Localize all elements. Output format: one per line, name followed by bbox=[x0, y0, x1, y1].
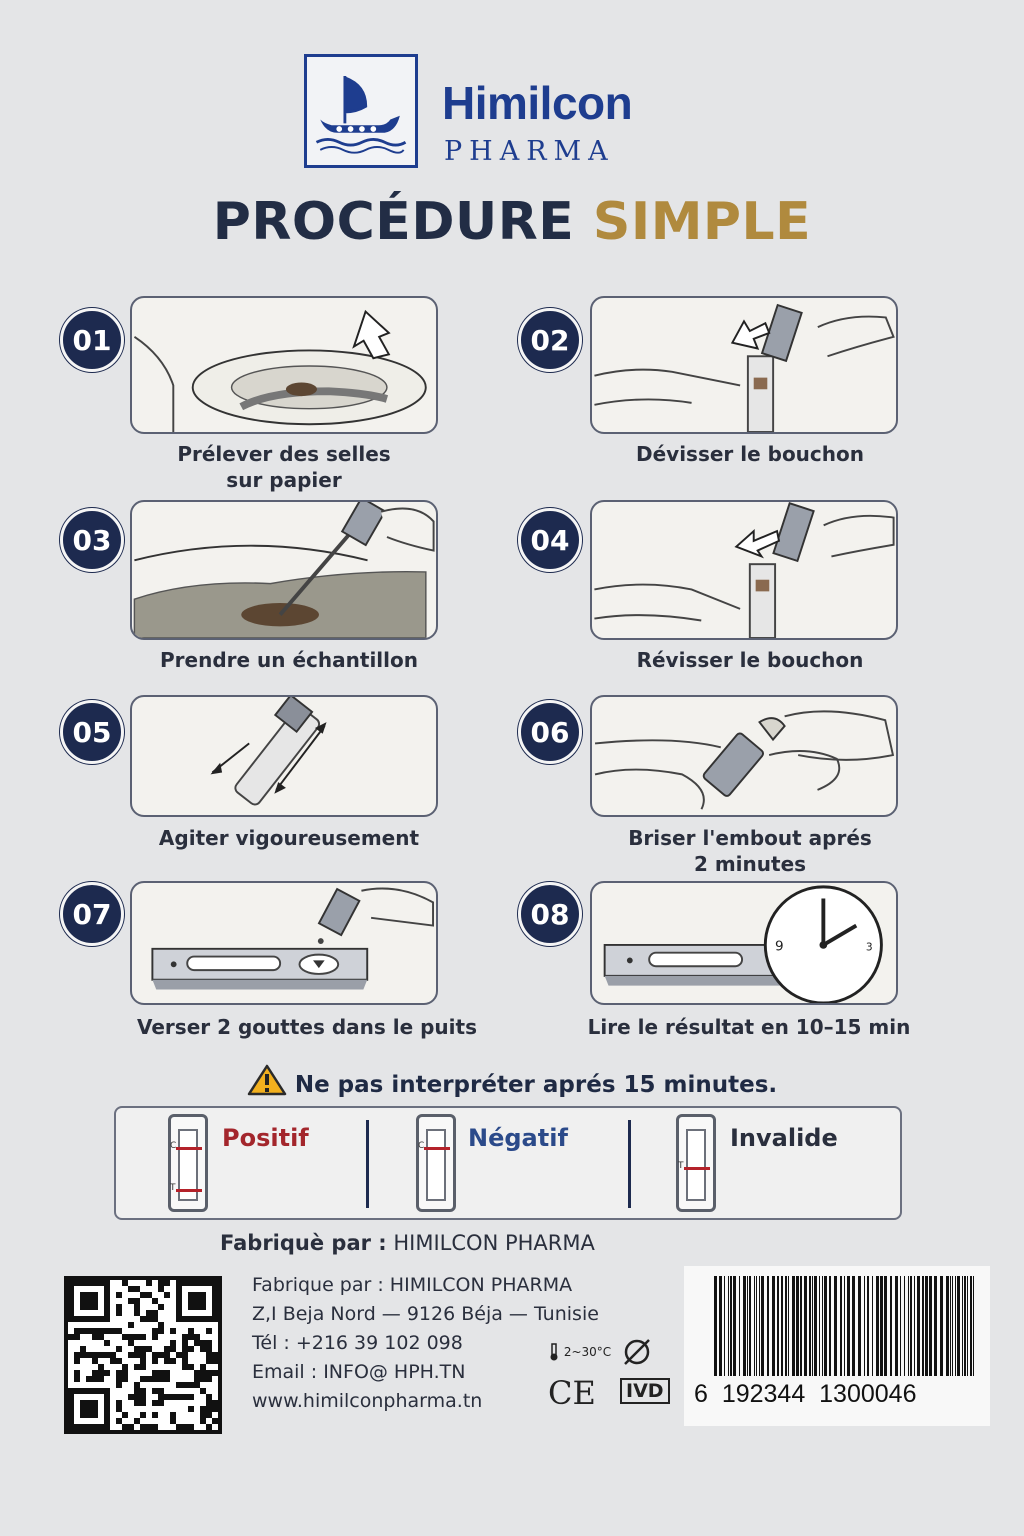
page-title bbox=[0, 192, 1024, 252]
brand-logo bbox=[304, 54, 704, 168]
title-part2: SIMPLE bbox=[592, 192, 812, 252]
step-illustration-08 bbox=[590, 881, 898, 1005]
manufacturer-line bbox=[220, 1231, 595, 1255]
brand-subtitle: PHARMA bbox=[444, 136, 615, 167]
result-positive bbox=[168, 1108, 388, 1218]
ivd-mark: IVD bbox=[620, 1378, 670, 1404]
ship-logo-icon bbox=[304, 54, 418, 168]
step-03-line1: Prendre un échantillon bbox=[160, 648, 418, 672]
info-phone: Tél : +216 39 102 098 bbox=[252, 1332, 463, 1354]
step-number-04: 04 bbox=[518, 508, 582, 572]
step-08-line1: Lire le résultat en 10–15 min bbox=[587, 1015, 911, 1039]
step-illustration-02 bbox=[590, 296, 898, 434]
barcode-digit-1: 6 bbox=[694, 1380, 708, 1408]
t-label: T bbox=[678, 1161, 684, 1171]
info-email[interactable]: Email : INFO@ HPH.TN bbox=[252, 1361, 466, 1383]
thermometer-icon bbox=[548, 1342, 560, 1362]
storage-range: 2~30°C bbox=[563, 1345, 612, 1359]
cassette-negative-icon bbox=[416, 1114, 456, 1212]
step-06-line1: Briser l'embout aprés bbox=[628, 826, 872, 850]
contact-info bbox=[252, 1271, 599, 1416]
step-illustration-03 bbox=[130, 500, 438, 640]
info-manufacturer: Fabrique par : HIMILCON PHARMA bbox=[252, 1274, 573, 1296]
step-number-01: 01 bbox=[60, 308, 124, 372]
step-number-06: 06 bbox=[518, 700, 582, 764]
qr-code-icon[interactable] bbox=[64, 1276, 222, 1434]
title-part1: PROCÉDURE bbox=[212, 192, 575, 252]
c-label: C bbox=[170, 1141, 177, 1151]
step-07-line1: Verser 2 gouttes dans le puits bbox=[136, 1015, 477, 1039]
manufacturer-label: Fabriquè par : bbox=[220, 1231, 387, 1255]
step-05-line1: Agiter vigoureusement bbox=[158, 826, 420, 850]
divider bbox=[366, 1120, 369, 1208]
step-caption-06 bbox=[590, 825, 910, 877]
brand-name: Himilcon bbox=[442, 77, 633, 129]
cassette-positive-icon bbox=[168, 1114, 208, 1212]
clock-nine: 9 bbox=[774, 938, 784, 955]
step-number-08: 08 bbox=[518, 882, 582, 946]
step-illustration-07 bbox=[130, 881, 438, 1005]
step-illustration-01 bbox=[130, 296, 438, 434]
step-01-line2: sur papier bbox=[226, 468, 342, 492]
step-06-line2: 2 minutes bbox=[693, 852, 807, 876]
step-caption-04 bbox=[590, 647, 910, 673]
storage-temperature bbox=[548, 1336, 653, 1368]
negative-label: Négatif bbox=[468, 1124, 568, 1152]
step-04-line1: Révisser le bouchon bbox=[636, 648, 864, 672]
warning-text-row bbox=[0, 1064, 1024, 1102]
step-number-07: 07 bbox=[60, 882, 124, 946]
info-website[interactable]: www.himilconpharma.tn bbox=[252, 1390, 483, 1412]
do-not-reuse-icon bbox=[621, 1336, 653, 1368]
clock-three: 3 bbox=[865, 940, 873, 954]
step-illustration-04 bbox=[590, 500, 898, 640]
step-caption-07 bbox=[116, 1014, 498, 1040]
ce-mark: CE bbox=[548, 1374, 596, 1412]
step-caption-01 bbox=[130, 441, 438, 493]
step-caption-08 bbox=[574, 1014, 924, 1040]
results-legend bbox=[114, 1106, 902, 1220]
step-01-line1: Prélever des selles bbox=[177, 442, 391, 466]
positive-label: Positif bbox=[222, 1124, 309, 1152]
step-number-05: 05 bbox=[60, 700, 124, 764]
cassette-invalid-icon bbox=[676, 1114, 716, 1212]
result-negative bbox=[416, 1108, 636, 1218]
barcode-digits-2: 192344 bbox=[721, 1380, 806, 1408]
barcode-digits-3: 1300046 bbox=[819, 1380, 917, 1408]
divider bbox=[628, 1120, 631, 1208]
barcode-number bbox=[694, 1380, 916, 1409]
step-caption-02 bbox=[590, 441, 910, 467]
info-address: Z,I Beja Nord — 9126 Béja — Tunisie bbox=[252, 1303, 599, 1325]
step-number-03: 03 bbox=[60, 508, 124, 572]
t-label: T bbox=[170, 1183, 176, 1193]
warning-text: Ne pas interpréter aprés 15 minutes. bbox=[294, 1072, 778, 1098]
step-caption-03 bbox=[130, 647, 448, 673]
invalid-label: Invalide bbox=[730, 1124, 838, 1152]
step-caption-05 bbox=[130, 825, 448, 851]
warning-icon bbox=[247, 1064, 287, 1102]
result-invalid bbox=[676, 1108, 896, 1218]
step-illustration-05 bbox=[130, 695, 438, 817]
manufacturer-name: HIMILCON PHARMA bbox=[393, 1231, 595, 1255]
c-label: C bbox=[418, 1141, 425, 1151]
step-02-line1: Dévisser le bouchon bbox=[635, 442, 864, 466]
step-number-02: 02 bbox=[518, 308, 582, 372]
step-illustration-06 bbox=[590, 695, 898, 817]
